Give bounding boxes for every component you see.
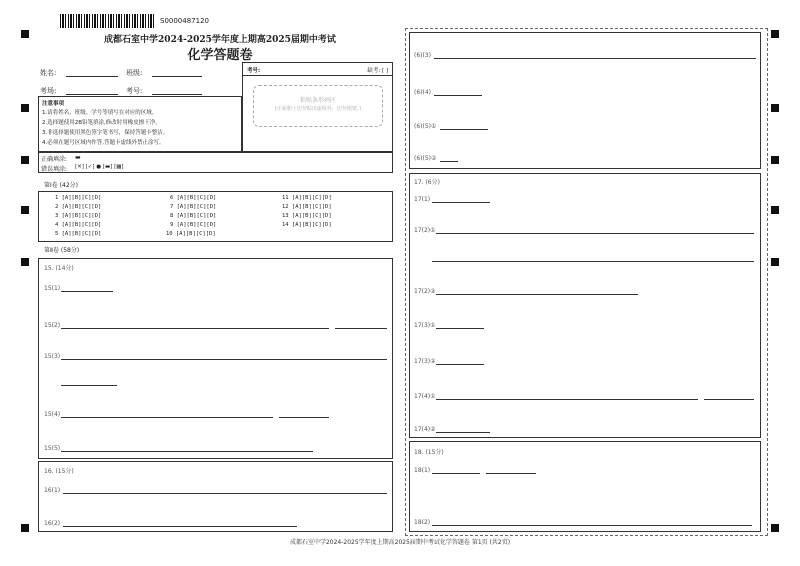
q15-answer-box[interactable] [38,258,393,459]
note-item: 2.选择题使用2B铅笔填涂,修改时用橡皮擦干净。 [42,120,161,126]
q17-part1-label: 17(1) [414,196,431,203]
q16-part3-label: (6)(3) [414,52,431,59]
class-field[interactable] [152,76,202,77]
choice-question[interactable]: 11 [A][B][C][D] [282,195,332,201]
positioning-mark [21,258,29,266]
name-label: 姓名: [40,69,57,77]
q15-part3-label: 15(3) [44,353,61,360]
q15-part1-label: 15(1) [44,285,61,292]
positioning-mark [21,156,29,164]
q17-part4b-label: 17(4)② [414,426,436,433]
page-footer: 成都石室中学2024-2025学年度上期高2025届期中考试化学答题卷 第1页 (共2页) [289,539,511,546]
choice-grid [38,191,393,242]
note-item: 3.非选择题使用黑色签字笔书写，保持答题卡整洁。 [42,130,169,136]
q17-part3b-label: 17(3)② [414,358,436,365]
choice-question[interactable]: 7 [A][B][C][D] [170,204,217,210]
barcode-area-title: 粘贴条形码区 [299,97,336,104]
room-label: 考场: [40,87,57,95]
positioning-mark [771,156,779,164]
correct-fill-label: 正确填涂: [41,156,68,163]
room-field[interactable] [66,94,118,95]
q15-part4-label: 15(4) [44,411,61,418]
choice-question[interactable]: 3 [A][B][C][D] [55,213,102,219]
q15-part2-label: 15(2) [44,322,61,329]
part2-title: 第Ⅱ卷 (58分) [44,247,80,254]
positioning-mark [21,524,29,532]
correct-fill-mark: ▬ [75,154,81,161]
note-item: 1.请将姓名、班级、学号等填写在对应的区域。 [42,110,158,116]
barcode-area [242,62,393,152]
q16-continued-box[interactable] [409,32,761,169]
choice-question[interactable]: 5 [A][B][C][D] [55,231,102,237]
q15-part5-label: 15(5) [44,445,61,452]
choice-question[interactable]: 1 [A][B][C][D] [55,195,102,201]
part1-title: 第Ⅰ卷 (42分) [44,182,78,189]
q16-part5a-label: (6)(5)① [414,123,437,130]
q16-part2-label: 16(2) [44,520,61,527]
positioning-mark [771,258,779,266]
positioning-mark [21,104,29,112]
exam-title: 成都石室中学2024-2025学年度上期高2025届期中考试 [104,35,336,45]
q16-part1-label: 16(1) [44,487,61,494]
q17-title: 17. (6分) [414,179,440,186]
q17-answer-box[interactable] [409,173,761,438]
q17-part4a-label: 17(4)① [414,393,436,400]
q15-title: 15. (14分) [44,265,74,272]
q16-answer-box[interactable] [38,461,393,532]
choice-question[interactable]: 6 [A][B][C][D] [170,195,217,201]
positioning-mark [771,206,779,214]
q18-part2-label: 18(2) [414,519,431,526]
q17-part2b-label: 17(2)② [414,288,436,295]
positioning-mark [21,206,29,214]
choice-question[interactable]: 14 [A][B][C][D] [282,222,332,228]
absent-checkbox[interactable]: 缺考: [ ] [367,68,388,74]
q18-answer-box[interactable] [409,441,761,532]
seat-label: 考号: [126,87,143,95]
q16-title: 16. (15分) [44,468,74,475]
wrong-fill-marks: [✕] [✓] ● [▬] [▦] [75,164,124,170]
name-field[interactable] [66,76,118,77]
choice-question[interactable]: 8 [A][B][C][D] [170,213,217,219]
choice-question[interactable]: 4 [A][B][C][D] [55,222,102,228]
class-label: 班级: [126,69,143,77]
choice-question[interactable]: 9 [A][B][C][D] [170,222,217,228]
positioning-mark [771,104,779,112]
choice-question[interactable]: 12 [A][B][C][D] [282,204,332,210]
notes-title: 注意事项 [42,101,65,107]
q17-part3a-label: 17(3)① [414,322,436,329]
note-item: 4.必须在题号区域内作答,答题卡虚线外禁止涂写。 [42,140,165,146]
seat-field[interactable] [152,94,202,95]
fill-example-box [38,152,393,173]
choice-question[interactable]: 13 [A][B][C][D] [282,213,332,219]
barcode-paste-zone [253,85,383,127]
positioning-mark [771,30,779,38]
exam-no-label: 考号: [247,68,261,74]
sheet-title: 化学答题卷 [187,48,253,63]
q18-part1-label: 18(1) [414,467,431,474]
barcode-area-hint: (正面朝上切勿贴出虚线外，切勿褶皱。) [274,106,362,112]
choice-question[interactable]: 10 [A][B][C][D] [166,231,216,237]
q16-part5b-label: (6)(5)② [414,155,437,162]
wrong-fill-label: 错误填涂: [41,166,68,173]
q18-title: 18. (15分) [414,449,444,456]
choice-question[interactable]: 2 [A][B][C][D] [55,204,102,210]
q16-part4-label: (6)(4) [414,89,431,96]
q17-part2a-label: 17(2)① [414,227,436,234]
positioning-mark [21,30,29,38]
positioning-mark [771,524,779,532]
notes-box [38,96,242,152]
barcode-number: S0000487120 [160,17,209,25]
barcode-image [60,14,156,28]
